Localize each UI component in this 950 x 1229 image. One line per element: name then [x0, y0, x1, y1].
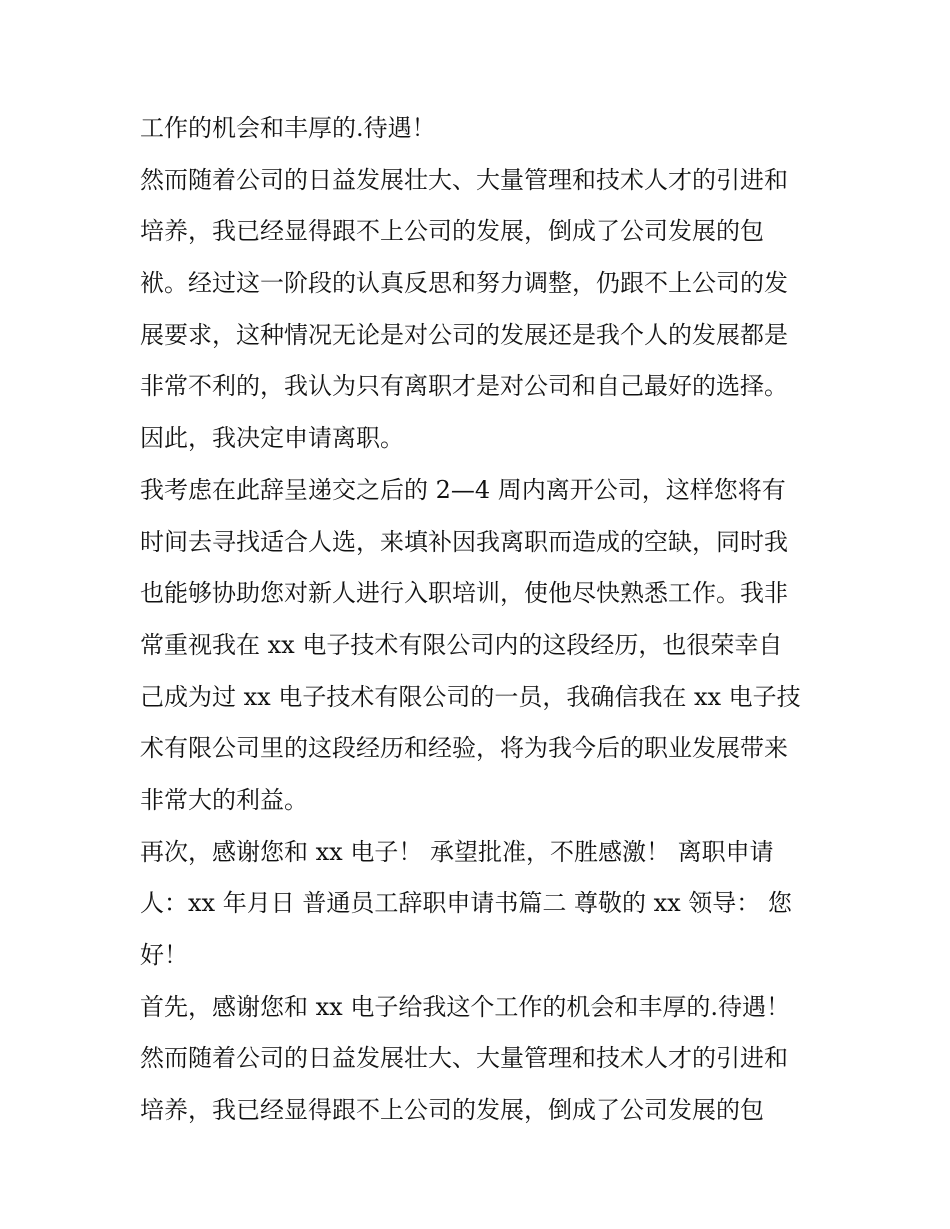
text-line: 袱。经过这一阶段的认真反思和努力调整，仍跟不上公司的发: [140, 269, 788, 298]
text-line: 常重视我在 xx 电子技术有限公司内的这段经历，也很荣幸自: [140, 630, 783, 659]
text-line: 非常大的利益。: [140, 785, 308, 814]
text-line: 培养，我已经显得跟不上公司的发展，倒成了公司发展的包: [140, 217, 764, 246]
text-line: 然而随着公司的日益发展壮大、大量管理和技术人才的引进和: [140, 1044, 788, 1073]
text-line: 培养，我已经显得跟不上公司的发展，倒成了公司发展的包: [140, 1096, 764, 1125]
text-line: 工作的机会和丰厚的.待遇！: [140, 114, 436, 142]
text-line: 术有限公司里的这段经历和经验，将为我今后的职业发展带来: [140, 734, 788, 763]
text-line: 因此，我决定申请离职。: [140, 424, 404, 453]
text-line: 然而随着公司的日益发展壮大、大量管理和技术人才的引进和: [140, 165, 788, 194]
text-line: 首先，感谢您和 xx 电子给我这个工作的机会和丰厚的.待遇！: [140, 992, 790, 1021]
text-line: 展要求，这种情况无论是对公司的发展还是我个人的发展都是: [140, 320, 788, 349]
text-line: 好！: [140, 941, 188, 969]
text-line: 我考虑在此辞呈递交之后的 2—4 周内离开公司，这样您将有: [140, 475, 786, 504]
text-line: 再次，感谢您和 xx 电子！ 承望批准，不胜感激！ 离职申请: [140, 837, 774, 866]
text-line: 也能够协助您对新人进行入职培训，使他尽快熟悉工作。我非: [140, 579, 788, 608]
document-body: [140, 103, 820, 1137]
text-line: 己成为过 xx 电子技术有限公司的一员，我确信我在 xx 电子技: [140, 682, 801, 711]
text-line: 非常不利的，我认为只有离职才是对公司和自己最好的选择。: [140, 372, 788, 401]
text-line: 时间去寻找适合人选，来填补因我离职而造成的空缺，同时我: [140, 527, 788, 556]
text-line: 人：xx 年月日 普通员工辞职申请书篇二 尊敬的 xx 领导： 您: [140, 889, 792, 918]
